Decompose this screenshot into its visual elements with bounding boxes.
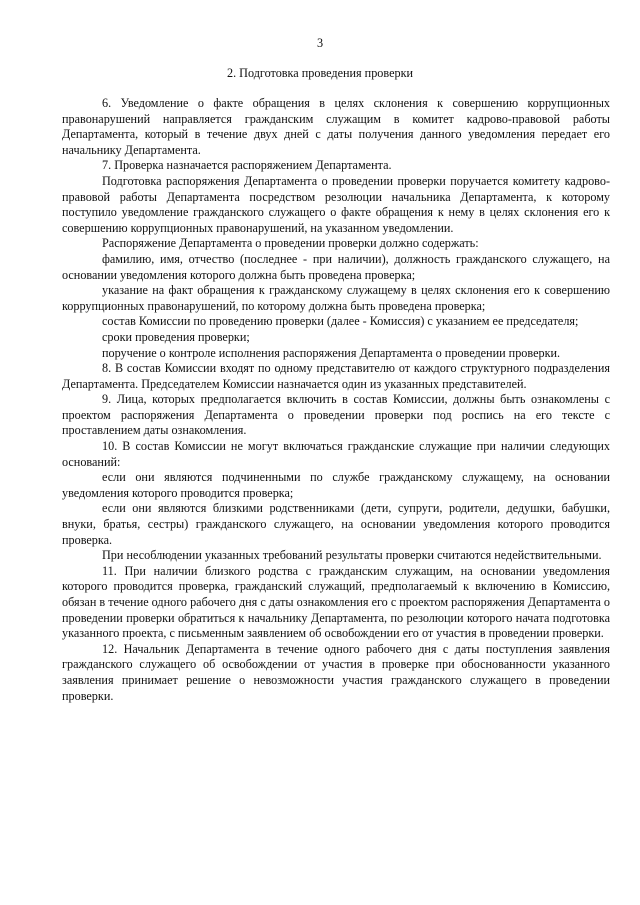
section-heading: 2. Подготовка проведения проверки xyxy=(226,66,414,80)
list-item-relatives: если они являются близкими родственниками (дети, супруги, родители, дедушки, бабушки, внуки, братья, сестры) гражданского служащего, на основании уведомления которого проводится проверка. xyxy=(62,501,610,547)
list-item-subordinates: если они являются подчиненными по службе гражданскому служащему, на основании уведомления которого проводится проверка; xyxy=(62,470,610,500)
list-item-fact: указание на факт обращения к гражданскому служащему в целях склонения его к совершению коррупционных правонарушений, по которому должна быть проведена проверка; xyxy=(62,283,610,313)
paragraph-6: 6. Уведомление о факте обращения в целях склонения к совершению коррупционных правонарушений направляется гражданским служащим в комитет кадрово-правовой работы Департамента, который в течение двух дней с даты получения данного уведомления передает его начальнику Департамента. xyxy=(62,96,610,157)
paragraph-8: 8. В состав Комиссии входят по одному представителю от каждого структурного подразделения Департамента. Председателем Комиссии назначается один из указанных представителей. xyxy=(62,361,610,391)
paragraph-12: 12. Начальник Департамента в течение одного рабочего дня с даты поступления заявления гражданского служащего об освобождении от участия в проверке при обоснованности указанного заявления принимает решение о невозможности участия гражданского служащего в проведении проверки. xyxy=(62,641,610,703)
body-text xyxy=(62,96,610,704)
page-number: 3 xyxy=(316,36,324,50)
paragraph-9: 9. Лица, которых предполагается включить в состав Комиссии, должны быть ознакомлены с проектом распоряжения Департамента о проведении проверки под роспись на его тексте с проставлением даты ознакомления. xyxy=(62,392,610,438)
paragraph-invalid-results: При несоблюдении указанных требований результаты проверки считаются недействительными. xyxy=(102,548,602,563)
list-item-name: фамилию, имя, отчество (последнее - при наличии), должность гражданского служащего, на основании уведомления которого должна быть проведена проверка; xyxy=(62,251,610,282)
paragraph-order-preparation: Подготовка распоряжения Департамента о проведении проверки поручается комитету кадрово-правовой работы Департамента посредством резолюции начальника Департамента, к которому поступило уведомление гражданского служащего о факте обращения к нему в целях склонения его к совершению коррупционных правонарушений, на указанном уведомлении. xyxy=(62,173,610,235)
paragraph-10: 10. В состав Комиссии не могут включаться гражданские служащие при наличии следующих оснований: xyxy=(62,439,610,469)
list-item-control: поручение о контроле исполнения распоряжения Департамента о проведении проверки. xyxy=(102,345,561,360)
paragraph-order-contents-intro: Распоряжение Департамента о проведении проверки должно содержать: xyxy=(102,236,479,251)
paragraph-11: 11. При наличии близкого родства с гражданским служащим, на основании уведомления которого проводится проверка, гражданский служащий, предполагаемый к включению в Комиссию, обязан в течение одного рабочего дня с даты ознакомления его с проектом распоряжения Департамента о проведении проверки обратиться к начальнику Департамента, по резолюции которого начата подготовка указанного проекта, с письменным заявлением об освобождении его от участия в проведении проверки. xyxy=(62,563,610,641)
list-item-commission: состав Комиссии по проведению проверки (далее - Комиссия) с указанием ее председателя; xyxy=(102,314,579,329)
list-item-terms: сроки проведения проверки; xyxy=(102,329,250,344)
paragraph-7: 7. Проверка назначается распоряжением Департамента. xyxy=(102,158,392,173)
